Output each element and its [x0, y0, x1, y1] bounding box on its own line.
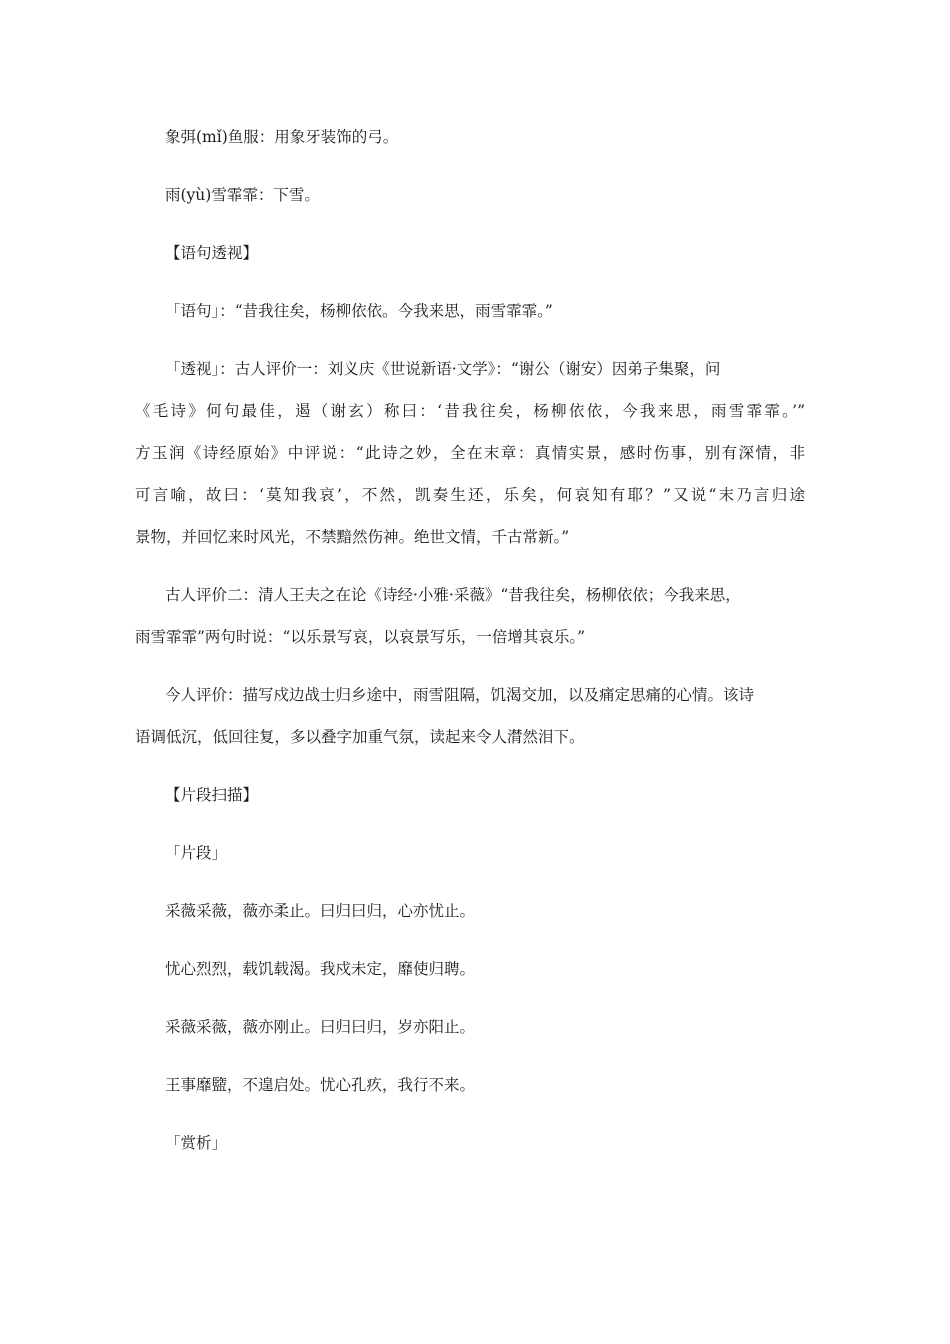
note-line-snow: 雨(yù)雪霏霏：下雪。: [165, 186, 320, 204]
ancient-review-line: 雨雪霏霏”两句时说：“以乐景写哀，以哀景写乐，一倍增其哀乐。”: [135, 628, 586, 646]
poem-line: 采薇采薇，薇亦柔止。曰归曰归，心亦忧止。: [165, 902, 476, 920]
analysis-line: 景物，并回忆来时风光，不禁黯然伤神。绝世文情，千古常新。”: [135, 528, 570, 546]
modern-review-line: 语调低沉，低回往复，多以叠字加重气氛，读起来令人潸然泪下。: [135, 728, 585, 746]
section-heading-fragment: 【片段扫描】: [165, 786, 259, 804]
sentence-quote: 「语句」：“昔我往矣，杨柳依依。今我来思，雨雪霏霏。”: [165, 302, 553, 320]
poem-line: 采薇采薇，薇亦刚止。曰归曰归，岁亦阳止。: [165, 1018, 476, 1036]
appreciation-label: 「赏析」: [165, 1134, 228, 1152]
fragment-label: 「片段」: [165, 844, 228, 862]
poem-line: 王事靡盬，不遑启处。忧心孔疚，我行不来。: [165, 1076, 476, 1094]
analysis-line: 《毛诗》何句最佳，遏（谢玄）称曰：‘昔我往矣，杨柳依依，今我来思，雨雪霏霏。’”: [135, 402, 805, 420]
ancient-review-line: 古人评价二：清人王夫之在论《诗经·小雅·采薇》“昔我往矣，杨柳依依；今我来思，: [165, 586, 741, 604]
poem-line: 忧心烈烈，载饥载渴。我戍未定，靡使归聘。: [165, 960, 476, 978]
modern-review-line: 今人评价：描写戍边战士归乡途中，雨雪阻隔，饥渴交加，以及痛定思痛的心情。该诗: [165, 686, 755, 704]
analysis-line: 可言喻，故曰：‘莫知我哀’，不然，凯奏生还，乐矣，何哀知有耶？”又说“末乃言归途: [135, 486, 805, 504]
analysis-line: 「透视」：古人评价一：刘义庆《世说新语·文学》：“谢公（谢安）因弟子集聚，问: [165, 360, 721, 378]
analysis-line: 方玉润《诗经原始》中评说：“此诗之妙，全在末章：真情实景，感时伤事，别有深情，非: [135, 444, 805, 462]
note-line-bow: 象弭(mǐ)鱼服：用象牙装饰的弓。: [165, 128, 399, 146]
section-heading-sentence: 【语句透视】: [165, 244, 259, 262]
